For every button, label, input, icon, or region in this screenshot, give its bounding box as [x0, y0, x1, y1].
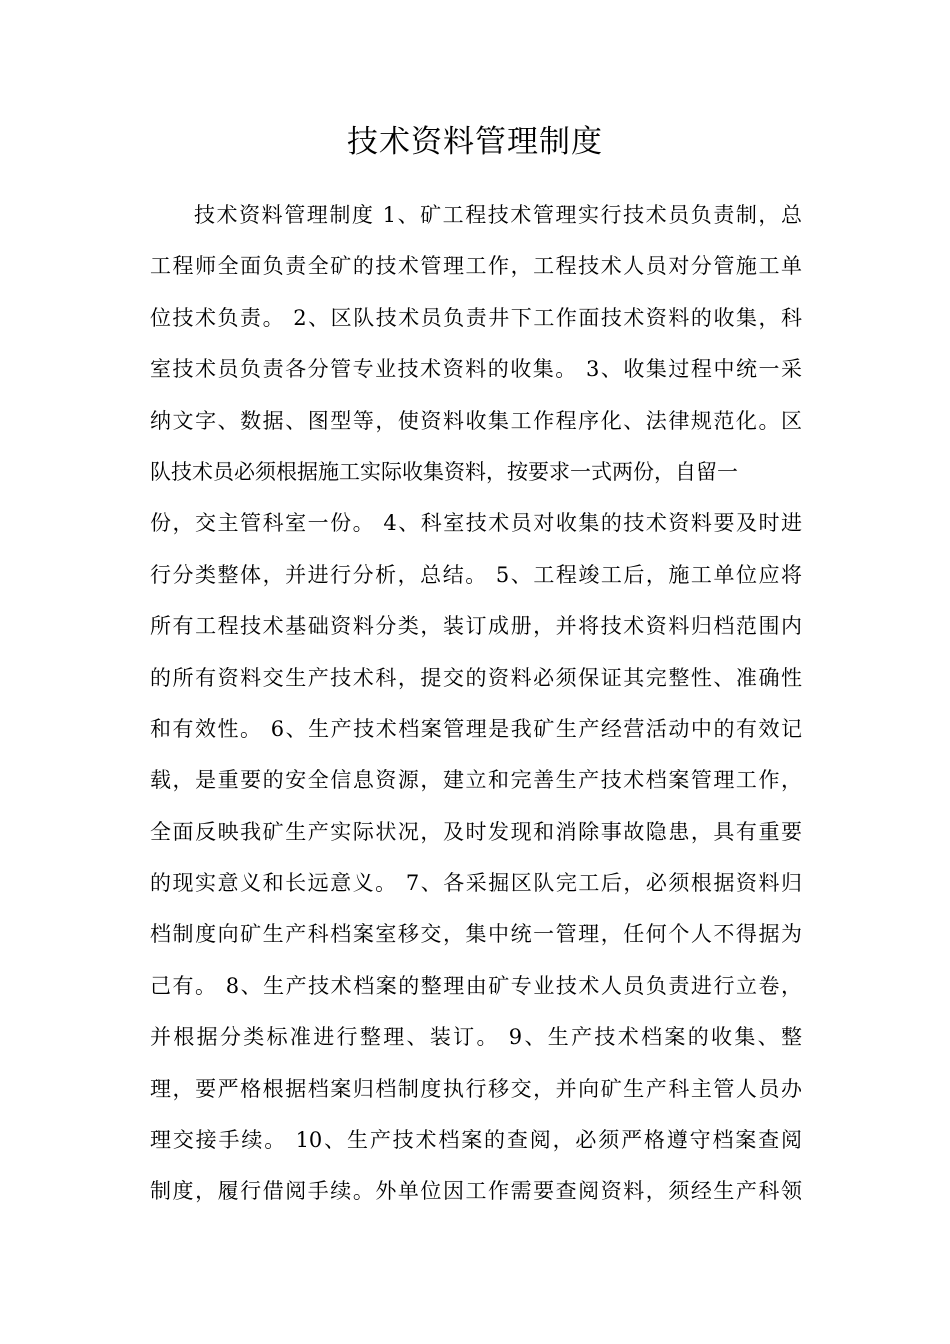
body-line: 室技术员负责各分管专业技术资料的收集。 3、收集过程中统一采 [150, 357, 802, 382]
body-line: 份，交主管科室一份。 4、科室技术员对收集的技术资料要及时进 [150, 511, 802, 536]
document-body [150, 194, 802, 1222]
body-line: 理交接手续。 10、生产技术档案的查阅，必须严格遵守档案查阅 [150, 1128, 802, 1153]
body-line: 队技术员必须根据施工实际收集资料，按要求一式两份，自留一 [150, 459, 738, 484]
body-line: 工程师全面负责全矿的技术管理工作，工程技术人员对分管施工单 [150, 254, 802, 279]
body-line: 行分类整体，并进行分析，总结。 5、工程竣工后，施工单位应将 [150, 562, 802, 587]
body-line: 所有工程技术基础资料分类，装订成册，并将技术资料归档范围内 [150, 614, 802, 639]
body-line: 制度，履行借阅手续。外单位因工作需要查阅资料，须经生产科领 [150, 1179, 802, 1204]
body-line: 的所有资料交生产技术科，提交的资料必须保证其完整性、准确性 [150, 665, 802, 690]
body-line: 己有。 8、生产技术档案的整理由矿专业技术人员负责进行立卷， [150, 973, 802, 998]
body-line: 载，是重要的安全信息资源，建立和完善生产技术档案管理工作， [150, 768, 802, 793]
body-line: 理，要严格根据档案归档制度执行移交，并向矿生产科主管人员办 [150, 1076, 802, 1101]
body-line: 纳文字、数据、图型等，使资料收集工作程序化、法律规范化。区 [150, 408, 802, 433]
body-line: 全面反映我矿生产实际状况，及时发现和消除事故隐患，具有重要 [150, 819, 802, 844]
body-line: 并根据分类标准进行整理、装订。 9、生产技术档案的收集、整 [150, 1025, 802, 1050]
body-line: 和有效性。 6、生产技术档案管理是我矿生产经营活动中的有效记 [150, 716, 802, 741]
body-line: 位技术负责。 2、区队技术员负责井下工作面技术资料的收集，科 [150, 305, 802, 330]
document-title: 技术资料管理制度 [347, 124, 603, 160]
body-line: 档制度向矿生产科档案室移交，集中统一管理，任何个人不得据为 [150, 922, 802, 947]
body-line: 技术资料管理制度 1、矿工程技术管理实行技术员负责制，总 [194, 203, 802, 227]
body-line: 的现实意义和长远意义。 7、各采掘区队完工后，必须根据资料归 [150, 871, 802, 896]
